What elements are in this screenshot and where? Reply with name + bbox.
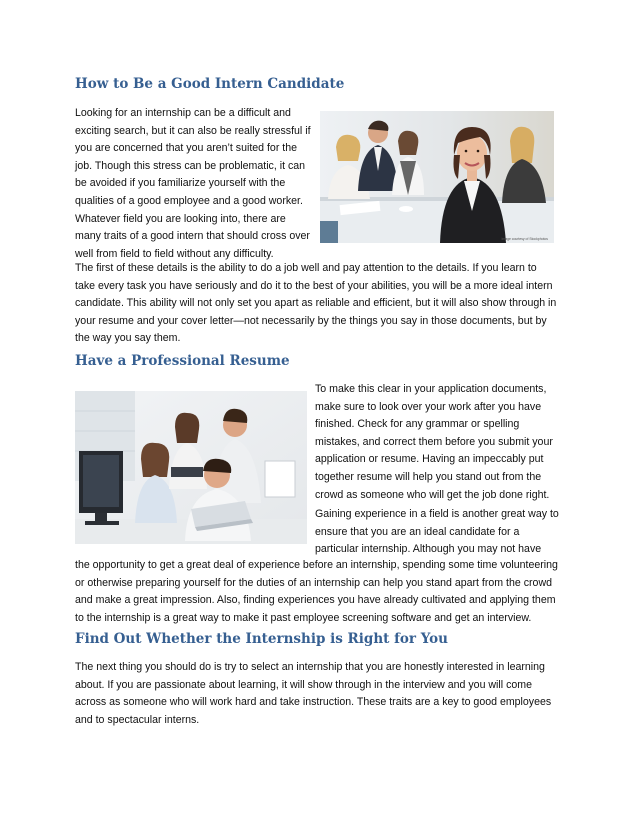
experience-line: particular internship. Although you may not have	[315, 543, 542, 556]
experience-line: the opportunity to get a great deal of experience before an internship, spending some time volunteering	[75, 559, 558, 571]
resume-line: finished. Check for any grammar or spelling	[315, 418, 520, 431]
intro-line: Whatever field you are looking into, there are	[75, 212, 286, 225]
details-line: The first of these details is the ability to do a job well and pay attention to the details. If you learn to	[75, 262, 537, 274]
experience-paragraph-start	[315, 506, 559, 559]
team-laptop-illustration	[75, 391, 307, 544]
fit-line: and to spectacular interns.	[75, 713, 200, 726]
office-team-illustration	[320, 111, 554, 243]
resume-section-heading: Have a Professional Resume	[75, 353, 290, 369]
experience-line: ensure that you are an ideal candidate for a	[315, 525, 520, 538]
details-line: your resume and your cover letter—not necessarily by the things you say in those documents, but by	[75, 314, 547, 327]
resume-paragraph	[315, 381, 553, 504]
intro-line: you are concerned that you aren’t suited for the	[75, 142, 298, 155]
fit-paragraph	[75, 659, 551, 729]
fit-line: The next thing you should do is try to select an internship that you are honestly interested in learning	[75, 661, 545, 673]
intro-line: many traits of a good intern that should cross over	[75, 230, 310, 243]
intro-line: Looking for an internship can be a difficult and	[75, 107, 291, 119]
experience-line: and make a great impression. Also, finding experiences you have already cultivated and applying them	[75, 594, 556, 607]
fit-line: across as someone who will work hard and take instruction. These traits are a key to good employees	[75, 696, 552, 709]
experience-line: to the internship is a great way to make it past employee screening software and get an interview.	[75, 611, 532, 624]
intro-line: be avoided if you familiarize yourself with the	[75, 177, 286, 190]
intro-paragraph	[75, 105, 311, 263]
details-line: candidate. This ability will not only set you apart as reliable and efficient, but it will also show through in	[75, 297, 557, 310]
details-line: take every task you have seriously and do it to the best of your abilities, you will be a more ideal intern	[75, 279, 553, 292]
intro-line: job. Though this stress can be problematic, it can	[75, 159, 306, 172]
fit-section-heading: Find Out Whether the Internship is Right for You	[75, 631, 448, 647]
team-laptop-photo	[75, 391, 307, 544]
photo-credit-text: Image courtesy of Stockphotos	[501, 237, 548, 241]
office-team-photo	[320, 111, 554, 243]
experience-line: Gaining experience in a field is another great way to	[315, 508, 559, 520]
resume-line: application or resume. Having an impeccably put	[315, 453, 544, 466]
experience-paragraph-rest	[75, 557, 558, 627]
experience-line: or otherwise preparing yourself for the duties of an internship can help you stand apart from the crowd	[75, 576, 552, 589]
intro-line: qualities of a good employee and a good worker.	[75, 194, 303, 207]
resume-line: make sure to look over your work after you have	[315, 400, 542, 413]
details-line: the way you say them.	[75, 332, 181, 345]
intro-line: well from field to field without any difficulty.	[75, 247, 274, 260]
details-paragraph	[75, 260, 556, 348]
resume-line: mistakes, and correct them before you submit your	[315, 435, 553, 448]
intro-line: exciting search, but it can also be really stressful if	[75, 124, 311, 137]
resume-line: To make this clear in your application documents,	[315, 383, 547, 395]
article-title: How to Be a Good Intern Candidate	[75, 76, 345, 92]
resume-line: together resume will help you stand out from the	[315, 470, 542, 483]
resume-line: crowd as someone who will get the job done right.	[315, 488, 550, 501]
fit-line: about. If you are passionate about learning, it will show through in the interview and you will come	[75, 678, 532, 691]
